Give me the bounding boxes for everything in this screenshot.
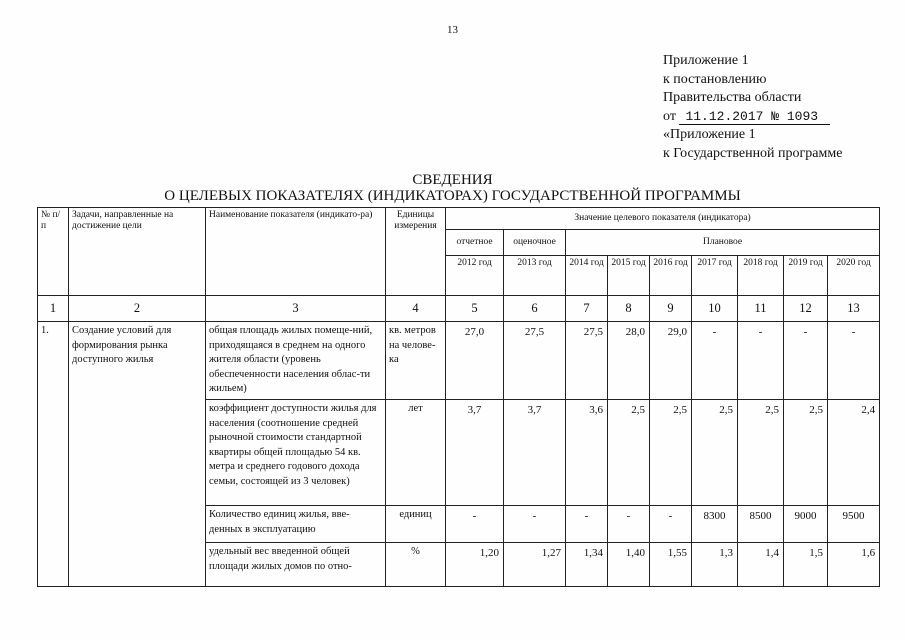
value-cell: 9500 — [828, 506, 880, 543]
col-number: 1 — [38, 296, 69, 322]
value-cell: 9000 — [784, 506, 828, 543]
col-number: 7 — [566, 296, 608, 322]
value-cell: - — [504, 506, 566, 543]
header-planned: Плановое — [566, 230, 880, 256]
value-cell: - — [828, 322, 880, 400]
value-cell: - — [784, 322, 828, 400]
appendix-block — [663, 52, 842, 163]
appendix-line-3: Правительства области — [663, 90, 802, 105]
header-year-2014: 2014 год — [566, 256, 608, 296]
value-cell: 2,5 — [784, 400, 828, 506]
value-cell: - — [608, 506, 650, 543]
value-cell: 2,5 — [608, 400, 650, 506]
value-cell: 27,5 — [566, 322, 608, 400]
col-number: 6 — [504, 296, 566, 322]
value-cell: - — [566, 506, 608, 543]
value-cell: 2,5 — [738, 400, 784, 506]
col-number: 11 — [738, 296, 784, 322]
value-cell: 1,27 — [504, 543, 566, 587]
indicator-name: Количество единиц жилья, вве-денных в эксплуатацию — [206, 506, 386, 543]
value-cell: 28,0 — [608, 322, 650, 400]
value-cell: 3,6 — [566, 400, 608, 506]
indicator-name: общая площадь жилых помеще-ний, приходящаяся в среднем на одного жителя области (уровень обеспеченности населения облас-ти жильем) — [206, 322, 386, 400]
value-cell: - — [446, 506, 504, 543]
appendix-line-5: «Приложение 1 — [663, 127, 756, 142]
header-task: Задачи, направленные на достижение цели — [69, 208, 206, 296]
appendix-ot: от — [663, 108, 676, 124]
indicator-name: коэффициент доступности жилья для населения (соотношение средней рыночной стоимости стандартной квартиры общей площадью 54 кв. метра и среднего годового дохода семьи, состоящей из 3 человек) — [206, 400, 386, 506]
page-number: 13 — [447, 24, 458, 36]
decree-date-number: 11.12.2017 № 1093 — [679, 109, 830, 125]
value-cell: 1,6 — [828, 543, 880, 587]
col-number: 9 — [650, 296, 692, 322]
header-year-2020: 2020 год — [828, 256, 880, 296]
value-cell: 3,7 — [446, 400, 504, 506]
header-year-2019: 2019 год — [784, 256, 828, 296]
indicator-unit: % — [386, 543, 446, 587]
appendix-decree-line — [663, 108, 842, 127]
indicator-unit: кв. метров на челове-ка — [386, 322, 446, 400]
appendix-line-6: к Государственной программе — [663, 145, 843, 161]
indicator-unit: единиц — [386, 506, 446, 543]
col-number: 3 — [206, 296, 386, 322]
header-year-2013: 2013 год — [504, 256, 566, 296]
col-number: 5 — [446, 296, 504, 322]
indicator-name: удельный вес введенной общей площади жилых домов по отно- — [206, 543, 386, 587]
col-number: 2 — [69, 296, 206, 322]
header-year-2018: 2018 год — [738, 256, 784, 296]
value-cell: 1,5 — [784, 543, 828, 587]
row-number: 1. — [38, 322, 69, 587]
header-year-2016: 2016 год — [650, 256, 692, 296]
header-num: № п/п — [38, 208, 69, 296]
value-cell: - — [650, 506, 692, 543]
col-number: 12 — [784, 296, 828, 322]
header-indicator-name: Наименование показателя (индикато-ра) — [206, 208, 386, 296]
value-cell: 1,4 — [738, 543, 784, 587]
value-cell: 8300 — [692, 506, 738, 543]
value-cell: 2,4 — [828, 400, 880, 506]
value-cell: 1,55 — [650, 543, 692, 587]
task-cell: Создание условий для формирования рынка доступного жилья — [69, 322, 206, 587]
document-subtitle: О ЦЕЛЕВЫХ ПОКАЗАТЕЛЯХ (ИНДИКАТОРАХ) ГОСУДАРСТВЕННОЙ ПРОГРАММЫ — [164, 188, 741, 204]
value-cell: - — [692, 322, 738, 400]
header-estimate: оценочное — [504, 230, 566, 256]
col-number: 4 — [386, 296, 446, 322]
appendix-line-1: Приложение 1 — [663, 53, 749, 68]
value-cell: 27,5 — [504, 322, 566, 400]
value-cell: 2,5 — [692, 400, 738, 506]
value-cell: 2,5 — [650, 400, 692, 506]
value-cell: 1,20 — [446, 543, 504, 587]
col-number: 13 — [828, 296, 880, 322]
header-unit: Единицы измерения — [386, 208, 446, 296]
header-year-2015: 2015 год — [608, 256, 650, 296]
indicators-table — [37, 207, 880, 587]
col-number: 10 — [692, 296, 738, 322]
header-actual: отчетное — [446, 230, 504, 256]
value-cell: 1,3 — [692, 543, 738, 587]
header-target-value: Значение целевого показателя (индикатора) — [446, 208, 880, 230]
value-cell: 29,0 — [650, 322, 692, 400]
value-cell: 1,40 — [608, 543, 650, 587]
value-cell: 8500 — [738, 506, 784, 543]
col-number: 8 — [608, 296, 650, 322]
document-title: СВЕДЕНИЯ — [412, 172, 493, 188]
value-cell: - — [738, 322, 784, 400]
value-cell: 1,34 — [566, 543, 608, 587]
header-year-2012: 2012 год — [446, 256, 504, 296]
header-year-2017: 2017 год — [692, 256, 738, 296]
value-cell: 27,0 — [446, 322, 504, 400]
value-cell: 3,7 — [504, 400, 566, 506]
indicator-unit: лет — [386, 400, 446, 506]
appendix-line-2: к постановлению — [663, 71, 767, 87]
